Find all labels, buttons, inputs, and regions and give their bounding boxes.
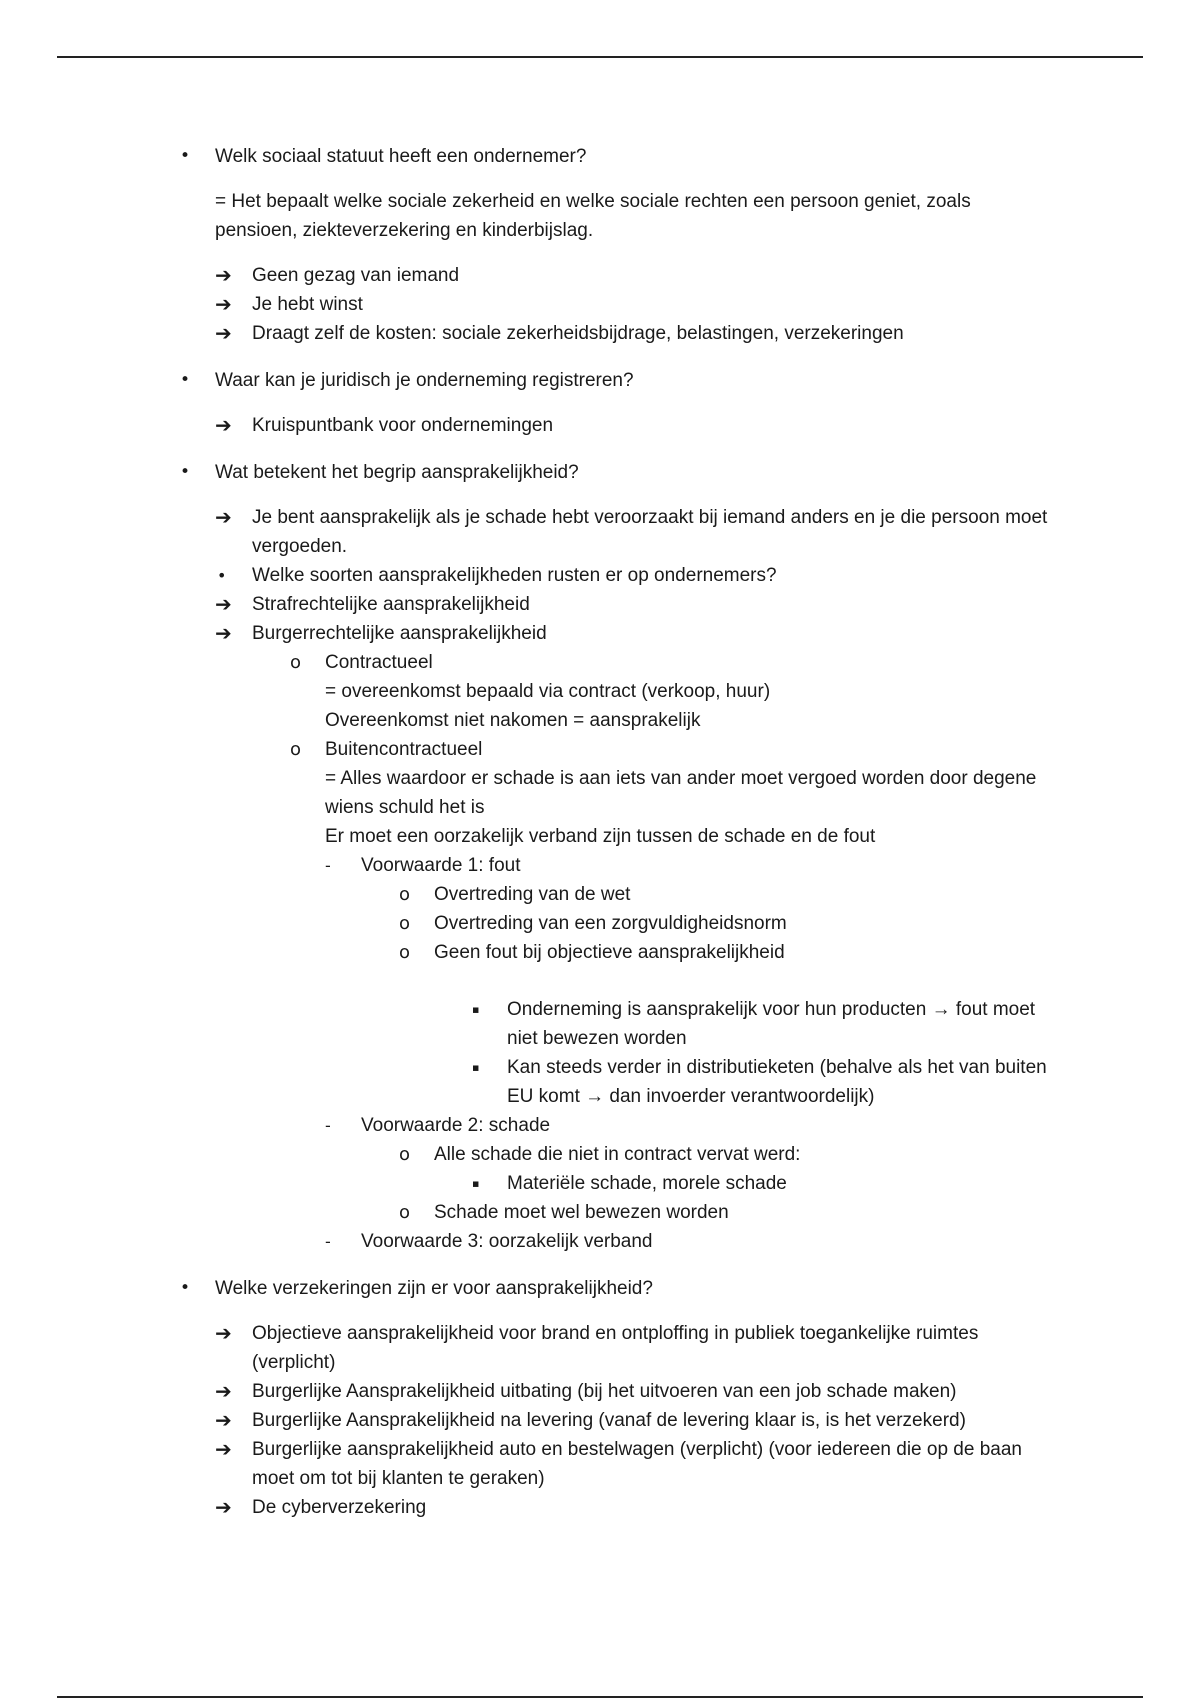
circle-item [0,938,1200,967]
circle-item [0,880,1200,909]
question-item [0,366,1200,395]
bullet-icon: • [217,566,227,585]
arrow-icon: ➔ [215,292,232,316]
answer-item [0,319,1200,348]
bullet-icon: • [180,462,191,482]
item-text: Geen fout bij objectieve aansprakelijkheid [434,942,785,963]
arrow-icon: ➔ [215,1437,232,1461]
dash-item [0,851,1200,880]
answer-text: Objectieve aansprakelijkheid voor brand en ontploffing in publiek toegankelijke ruimtes (verplicht) [252,1323,979,1373]
sub-question-text: Welke soorten aansprakelijkheden rusten er op ondernemers? [252,565,777,586]
circle-bullet-icon: o [399,942,411,963]
dash-bullet-icon: - [325,856,331,875]
answer-text: Burgerlijke Aansprakelijkheid na levering (vanaf de levering klaar is, is het verzekerd) [252,1410,966,1431]
definition-text: = Het bepaalt welke sociale zekerheid en welke sociale rechten een persoon geniet, zoals pensioen, ziekteverzekering en kinderbijslag. [215,191,971,241]
answer-item [0,1493,1200,1522]
question-text: Welk sociaal statuut heeft een ondernemer? [215,146,587,167]
answer-text: Kruispuntbank voor ondernemingen [252,415,554,436]
item-text: Voorwaarde 2: schade [361,1115,551,1136]
continuation-line [0,706,1200,735]
item-text: Er moet een oorzakelijk verband zijn tussen de schade en de fout [325,826,876,847]
circle-bullet-icon: o [399,1144,411,1165]
arrow-icon: ➔ [215,1408,232,1432]
square-bullet-icon: ▪ [472,1061,480,1074]
item-text: Overtreding van een zorgvuldigheidsnorm [434,913,787,934]
question-item [0,142,1200,171]
answer-text: Geen gezag van iemand [252,265,460,286]
answer-text: De cyberverzekering [252,1497,427,1518]
arrow-icon: ➔ [215,1379,232,1403]
arrow-icon: ➔ [215,505,232,529]
arrow-icon: ➔ [215,263,232,287]
square-bullet-icon: ▪ [472,1003,480,1016]
item-text: Alle schade die niet in contract vervat werd: [434,1144,801,1165]
answer-item [0,1406,1200,1435]
circle-bullet-icon: o [399,884,411,905]
answer-item [0,1319,1200,1377]
circle-item [0,1198,1200,1227]
sub-question-item [0,561,1200,590]
circle-bullet-icon: o [290,652,302,673]
circle-item [0,909,1200,938]
answer-text: Burgerrechtelijke aansprakelijkheid [252,623,547,644]
dash-bullet-icon: - [325,1116,331,1135]
answer-text: Je hebt winst [252,294,363,315]
item-text: Kan steeds verder in distributieketen (behalve als het van buiten EU komt → dan invoerder verantwoordelijk) [507,1057,1047,1107]
square-item [0,995,1200,1053]
circle-bullet-icon: o [399,1202,411,1223]
page-bottom-rule [57,1696,1143,1698]
circle-item [0,735,1200,764]
bullet-icon: • [180,1278,191,1298]
square-item [0,1053,1200,1111]
item-text: Schade moet wel bewezen worden [434,1202,729,1223]
question-item [0,1274,1200,1303]
item-text: Materiële schade, morele schade [507,1173,787,1194]
continuation-line [0,764,1200,822]
circle-bullet-icon: o [399,913,411,934]
item-text: Buitencontractueel [325,739,483,760]
circle-item [0,1140,1200,1169]
item-text: Voorwaarde 1: fout [361,855,521,876]
item-text: = overeenkomst bepaald via contract (verkoop, huur) [325,681,771,702]
arrow-icon: ➔ [215,592,232,616]
item-text: = Alles waardoor er schade is aan iets van ander moet vergoed worden door degene wiens schuld het is [325,768,1037,818]
answer-item [0,290,1200,319]
circle-bullet-icon: o [290,739,302,760]
arrow-icon: ➔ [215,621,232,645]
document-body [0,142,1200,1522]
arrow-icon: ➔ [215,413,232,437]
answer-item [0,1435,1200,1493]
answer-text: Je bent aansprakelijk als je schade hebt veroorzaakt bij iemand anders en je die persoon moet vergoeden. [252,507,1048,557]
bullet-icon: • [180,370,191,390]
answer-item [0,619,1200,648]
question-text: Waar kan je juridisch je onderneming registreren? [215,370,634,391]
item-text: Overtreding van de wet [434,884,631,905]
definition-paragraph [0,187,1200,245]
arrow-icon: ➔ [215,321,232,345]
square-bullet-icon: ▪ [472,1177,480,1190]
dash-item [0,1227,1200,1256]
square-item [0,1169,1200,1198]
dash-item [0,1111,1200,1140]
answer-text: Burgerlijke Aansprakelijkheid uitbating (bij het uitvoeren van een job schade maken) [252,1381,957,1402]
arrow-icon: ➔ [215,1321,232,1345]
answer-text: Draagt zelf de kosten: sociale zekerheidsbijdrage, belastingen, verzekeringen [252,323,904,344]
bullet-icon: • [180,146,191,166]
answer-item [0,503,1200,561]
question-text: Welke verzekeringen zijn er voor aansprakelijkheid? [215,1278,653,1299]
item-text: Voorwaarde 3: oorzakelijk verband [361,1231,653,1252]
item-text: Contractueel [325,652,433,673]
answer-text: Burgerlijke aansprakelijkheid auto en bestelwagen (verplicht) (voor iedereen die op de baan moet om tot bij klanten te geraken) [252,1439,1022,1489]
arrow-icon: ➔ [215,1495,232,1519]
answer-item [0,590,1200,619]
continuation-line [0,677,1200,706]
answer-text: Strafrechtelijke aansprakelijkheid [252,594,530,615]
continuation-line [0,822,1200,851]
answer-item [0,411,1200,440]
dash-bullet-icon: - [325,1232,331,1251]
page-top-rule [57,56,1143,58]
answer-item [0,1377,1200,1406]
item-text: Overeenkomst niet nakomen = aansprakelijk [325,710,701,731]
answer-item [0,261,1200,290]
circle-item [0,648,1200,677]
item-text: Onderneming is aansprakelijk voor hun producten → fout moet niet bewezen worden [507,999,1036,1049]
question-text: Wat betekent het begrip aansprakelijkheid? [215,462,579,483]
question-item [0,458,1200,487]
